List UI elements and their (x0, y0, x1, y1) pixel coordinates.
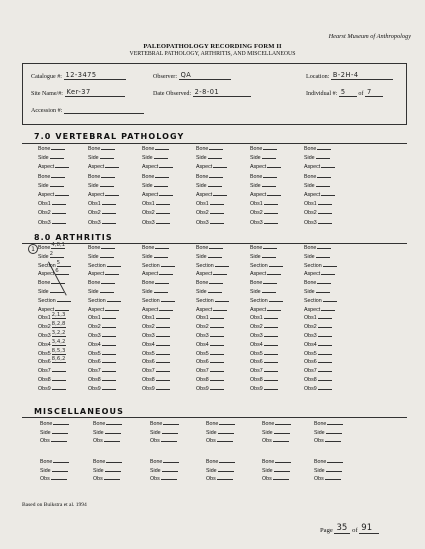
vertebral-field[interactable]: Aspect (304, 191, 335, 199)
misc-field[interactable]: Obs (262, 437, 289, 445)
arthritis-field[interactable]: Section (250, 262, 283, 270)
observer-field[interactable]: Observer: QA (153, 72, 231, 80)
arthritis-field[interactable]: Bone (304, 279, 331, 287)
arthritis-field[interactable]: Obs1 2,1,3 (38, 312, 66, 322)
misc-field[interactable]: Bone (93, 420, 122, 428)
vertebral-field[interactable]: Side (196, 182, 222, 190)
misc-field[interactable]: Obs (93, 475, 120, 483)
misc-field[interactable]: Bone (150, 420, 179, 428)
arthritis-field[interactable]: Section (142, 262, 175, 270)
arthritis-field[interactable]: Obs3 (196, 332, 224, 340)
location-value: B-2H-4 (332, 71, 359, 79)
handwritten-value: 8,2,8 (51, 321, 66, 328)
location-field[interactable]: Location: B-2H-4 (306, 72, 393, 80)
vertebral-field[interactable]: Bone (38, 173, 65, 181)
form-title: PALEOPATHOLOGY RECORDING FORM II (143, 43, 282, 50)
arthritis-field[interactable]: Obs6 (196, 358, 224, 366)
arthritis-field[interactable]: Obs5 (196, 350, 224, 358)
misc-field[interactable]: Bone (314, 420, 343, 428)
vertebral-field[interactable]: Aspect (250, 163, 281, 171)
arthritis-field[interactable]: Obs7 (88, 367, 116, 375)
handwritten-value: 8,6,2 (51, 356, 66, 363)
vertebral-field[interactable]: Aspect (250, 191, 281, 199)
arthritis-field[interactable]: Obs5 (250, 350, 278, 358)
arthritis-field[interactable]: Section (88, 262, 121, 270)
vertebral-field[interactable]: Side (304, 154, 330, 162)
misc-rule (22, 417, 407, 418)
arthritis-field[interactable]: Aspect (250, 306, 281, 314)
arthritis-field[interactable]: Obs4 (142, 341, 170, 349)
arthritis-field[interactable]: Obs5 (88, 350, 116, 358)
misc-field[interactable]: Bone (40, 458, 69, 466)
misc-field[interactable]: Side (314, 467, 342, 475)
vertebral-field[interactable]: Side (88, 154, 114, 162)
arthritis-field[interactable]: Obs7 (250, 367, 278, 375)
vertebral-field[interactable]: Obs3 (88, 219, 116, 227)
arthritis-field[interactable]: Obs6 8,6,2 (38, 356, 66, 366)
handwritten-value: 8,5,3 (51, 347, 66, 354)
misc-field[interactable]: Bone (93, 458, 122, 466)
arthritis-field[interactable]: Aspect (88, 306, 119, 314)
misc-field[interactable]: Bone (206, 420, 235, 428)
arthritis-field[interactable]: Bone (250, 244, 277, 252)
arthritis-field[interactable]: Bone (88, 244, 115, 252)
arthritis-field[interactable]: Section (304, 297, 337, 305)
misc-field[interactable]: Bone (262, 458, 291, 466)
vertebral-rule (22, 143, 407, 144)
vertebral-field[interactable]: Side (38, 154, 64, 162)
vertebral-field[interactable]: Aspect (196, 163, 227, 171)
handwritten-value: 5 (56, 259, 61, 266)
handwritten-value: 2 (49, 250, 54, 257)
arthritis-field[interactable]: Side (250, 253, 276, 261)
arthritis-field[interactable]: Side (196, 253, 222, 261)
vertebral-field[interactable]: Obs3 (142, 219, 170, 227)
arthritis-section-title: 8.0 ARTHRITIS (34, 233, 113, 242)
arthritis-field[interactable]: Obs3 (142, 332, 170, 340)
misc-field[interactable]: Side (206, 429, 234, 437)
misc-field[interactable]: Side (93, 467, 121, 475)
arthritis-field[interactable]: Bone (142, 279, 169, 287)
arthritis-field[interactable]: Side (196, 288, 222, 296)
misc-field[interactable]: Side (93, 429, 121, 437)
vertebral-field[interactable]: Obs2 (250, 209, 278, 217)
page-total: 91 (361, 523, 373, 533)
arthritis-field[interactable]: Obs3 (250, 332, 278, 340)
misc-section-title: MISCELLANEOUS (34, 407, 124, 416)
arthritis-field[interactable]: Bone (88, 279, 115, 287)
form-subtitle: VERTEBRAL PATHOLOGY, ARTHRITIS, AND MISCELLANEOUS (129, 51, 296, 57)
arthritis-field[interactable]: Obs5 (304, 350, 332, 358)
vertebral-field[interactable]: Obs1 (88, 200, 116, 208)
arthritis-field[interactable]: Obs6 (142, 358, 170, 366)
vertebral-field[interactable]: Bone (250, 173, 277, 181)
arthritis-field[interactable]: Obs3 3,2,2 (38, 330, 66, 339)
arthritis-field[interactable]: Obs1 (250, 314, 278, 322)
arthritis-field[interactable]: Bone (250, 279, 277, 287)
vertebral-field[interactable]: Bone (142, 145, 169, 153)
arthritis-field[interactable]: Bone (196, 244, 223, 252)
vertebral-field[interactable]: Bone (142, 173, 169, 181)
arthritis-field[interactable]: Obs6 (88, 358, 116, 366)
vertebral-field[interactable]: Obs1 (38, 200, 66, 208)
arthritis-field[interactable]: Aspect (304, 306, 335, 314)
vertebral-field[interactable]: Bone (38, 145, 65, 153)
arthritis-field[interactable]: Obs6 (304, 358, 332, 366)
arthritis-field[interactable]: Obs8 (88, 376, 116, 384)
misc-field[interactable]: Side (262, 467, 290, 475)
arthritis-field[interactable]: Section 5 (38, 262, 71, 270)
arthritis-field[interactable]: Obs3 (88, 332, 116, 340)
arthritis-field[interactable]: Side (88, 288, 114, 296)
vertebral-field[interactable]: Obs2 (142, 209, 170, 217)
individual-value: 5 (340, 88, 346, 96)
vertebral-field[interactable]: Bone (196, 173, 223, 181)
arthritis-field[interactable]: Side 2 (38, 253, 64, 261)
misc-field[interactable]: Obs (262, 475, 289, 483)
arthritis-field[interactable]: Aspect (38, 306, 69, 314)
arthritis-field[interactable]: Section (38, 297, 71, 305)
handwritten-value: 3,4,2 (51, 338, 66, 345)
arthritis-field[interactable]: Side (142, 253, 168, 261)
arthritis-field[interactable]: Section (250, 297, 283, 305)
arthritis-field[interactable]: Side (304, 253, 330, 261)
page-value: 35 (336, 523, 348, 533)
misc-field[interactable]: Bone (40, 420, 69, 428)
vertebral-field[interactable]: Aspect (304, 163, 335, 171)
page-number: Page 35 of 91 (320, 524, 379, 534)
arthritis-field[interactable]: Obs4 (250, 341, 278, 349)
arthritis-field[interactable]: Obs9 (38, 385, 66, 393)
vertebral-field[interactable]: Aspect (38, 191, 69, 199)
arthritis-field[interactable]: Obs8 (250, 376, 278, 384)
vertebral-field[interactable]: Obs2 (196, 209, 224, 217)
arthritis-field[interactable]: Obs8 (196, 376, 224, 384)
museum-name: Hearst Museum of Anthropology (328, 33, 411, 40)
arthritis-field[interactable]: Aspect (196, 306, 227, 314)
arthritis-field[interactable]: Obs1 (142, 314, 170, 322)
vertebral-field[interactable]: Obs1 (142, 200, 170, 208)
vertebral-field[interactable]: Side (304, 182, 330, 190)
arthritis-field[interactable]: Obs4 3,4,2 (38, 338, 66, 348)
site-field[interactable]: Site Name/#: Ker-37 (31, 89, 125, 97)
arthritis-field[interactable]: Section (196, 297, 229, 305)
arthritis-field[interactable]: Aspect (142, 306, 173, 314)
arthritis-field[interactable]: Obs5 8,5,3 (38, 347, 66, 357)
arthritis-field[interactable]: Obs4 (196, 341, 224, 349)
misc-field[interactable]: Side (206, 467, 234, 475)
arthritis-field[interactable]: Section (304, 262, 337, 270)
arthritis-field[interactable]: Obs2 8,2,8 (38, 321, 66, 331)
observer-value: QA (180, 71, 192, 79)
arthritis-field[interactable]: Obs2 (250, 323, 278, 331)
misc-field[interactable]: Side (150, 467, 178, 475)
misc-field[interactable]: Obs (150, 437, 177, 445)
vertebral-field[interactable]: Bone (304, 145, 331, 153)
accession-field[interactable]: Accession #: (31, 106, 144, 114)
vertebral-field[interactable]: Bone (88, 145, 115, 153)
handwritten-value: 6 (55, 268, 59, 275)
arthritis-field[interactable]: Obs2 (196, 323, 224, 331)
arthritis-field[interactable]: Obs9 (142, 385, 170, 393)
misc-field[interactable]: Side (262, 429, 290, 437)
arthritis-field[interactable]: Obs7 (196, 367, 224, 375)
arthritis-field[interactable]: Bone (142, 244, 169, 252)
arthritis-field[interactable]: Aspect (196, 270, 227, 278)
vertebral-field[interactable]: Aspect (88, 163, 119, 171)
misc-field[interactable]: Obs (206, 475, 233, 483)
arthritis-field[interactable]: Side (250, 288, 276, 296)
date-field[interactable]: Date Observed: 2-8-01 (153, 89, 251, 97)
handwritten-value: 4,8,1 (51, 242, 66, 248)
vertebral-field[interactable]: Bone (304, 173, 331, 181)
vertebral-field[interactable]: Obs2 (88, 209, 116, 217)
misc-field[interactable]: Obs (40, 475, 67, 483)
arthritis-field[interactable]: Obs9 (250, 385, 278, 393)
vertebral-field[interactable]: Side (142, 182, 168, 190)
arthritis-field[interactable]: Obs4 (88, 341, 116, 349)
arthritis-field[interactable]: Section (196, 262, 229, 270)
vertebral-field[interactable]: Aspect (38, 163, 69, 171)
arthritis-field[interactable]: Aspect 6 (38, 270, 69, 278)
date-value: 2-8-01 (194, 88, 220, 96)
misc-field[interactable]: Bone (206, 458, 235, 466)
vertebral-field[interactable]: Side (38, 182, 64, 190)
arthritis-field[interactable]: Side (142, 288, 168, 296)
arthritis-field[interactable]: Obs3 (304, 332, 332, 340)
vertebral-field[interactable]: Obs1 (304, 200, 332, 208)
individual-total: 7 (366, 88, 372, 96)
vertebral-field[interactable]: Side (88, 182, 114, 190)
handwritten-value: 3,2,2 (51, 330, 66, 336)
arthritis-field[interactable]: Obs7 (142, 367, 170, 375)
handwritten-value: 2,1,3 (51, 312, 66, 319)
misc-field[interactable]: Obs (314, 475, 341, 483)
arthritis-field[interactable]: Side (38, 288, 64, 296)
arthritis-field[interactable]: Obs5 (142, 350, 170, 358)
arthritis-field[interactable]: Obs2 (304, 323, 332, 331)
vertebral-field[interactable]: Aspect (196, 191, 227, 199)
catalogue-value: 12-3475 (65, 71, 97, 79)
vertebral-field[interactable]: Obs3 (250, 219, 278, 227)
misc-field[interactable]: Obs (314, 437, 341, 445)
arthritis-field[interactable]: Obs8 (38, 376, 66, 384)
arthritis-field[interactable]: Obs7 (304, 367, 332, 375)
arthritis-field[interactable]: Obs4 (304, 341, 332, 349)
arthritis-field[interactable]: Aspect (88, 270, 119, 278)
arthritis-field[interactable]: Obs2 (88, 323, 116, 331)
arthritis-field[interactable]: Obs9 (88, 385, 116, 393)
arthritis-field[interactable]: Bone (304, 244, 331, 252)
arthritis-field[interactable]: Bone 4,8,1 (38, 242, 66, 251)
arthritis-field[interactable]: Bone (196, 279, 223, 287)
arthritis-field[interactable]: Section (88, 297, 121, 305)
arthritis-field[interactable]: Bone (38, 279, 65, 287)
misc-field[interactable]: Side (40, 429, 68, 437)
vertebral-field[interactable]: Aspect (142, 191, 173, 199)
vertebral-field[interactable]: Obs3 (196, 219, 224, 227)
misc-field[interactable]: Bone (150, 458, 179, 466)
vertebral-field[interactable]: Side (142, 154, 168, 162)
vertebral-field[interactable]: Side (250, 182, 276, 190)
arthritis-field[interactable]: Obs8 (304, 376, 332, 384)
misc-field[interactable]: Side (314, 429, 342, 437)
arthritis-field[interactable]: Aspect (250, 270, 281, 278)
arthritis-field[interactable]: Section (142, 297, 175, 305)
misc-field[interactable]: Obs (40, 437, 67, 445)
arthritis-field[interactable]: Obs1 (304, 314, 332, 322)
site-value: Ker-37 (66, 88, 91, 96)
misc-field[interactable]: Bone (314, 458, 343, 466)
vertebral-field[interactable]: Aspect (142, 163, 173, 171)
vertebral-field[interactable]: Side (250, 154, 276, 162)
vertebral-field[interactable]: Side (196, 154, 222, 162)
arthritis-field[interactable]: Obs1 (88, 314, 116, 322)
header-fields-box (22, 63, 407, 125)
misc-field[interactable]: Obs (206, 437, 233, 445)
vertebral-field[interactable]: Obs2 (38, 209, 66, 217)
catalogue-field[interactable]: Catalogue #: 12-3475 (31, 72, 126, 80)
circle-mark: 1 (28, 244, 38, 254)
misc-field[interactable]: Side (40, 467, 68, 475)
vertebral-field[interactable]: Obs2 (304, 209, 332, 217)
vertebral-field[interactable]: Aspect (88, 191, 119, 199)
arthritis-field[interactable]: Obs9 (304, 385, 332, 393)
arthritis-field[interactable]: Side (304, 288, 330, 296)
misc-field[interactable]: Obs (150, 475, 177, 483)
arthritis-field[interactable]: Obs1 (196, 314, 224, 322)
misc-field[interactable]: Side (150, 429, 178, 437)
vertebral-field[interactable]: Obs1 (196, 200, 224, 208)
arthritis-field[interactable]: Obs9 (196, 385, 224, 393)
arthritis-field[interactable]: Aspect (304, 270, 335, 278)
arthritis-field[interactable]: Obs6 (250, 358, 278, 366)
citation: Based on Buikstra et al. 1994 (22, 502, 87, 508)
arthritis-field[interactable]: Obs2 (142, 323, 170, 331)
vertebral-section-title: 7.0 VERTEBRAL PATHOLOGY (34, 132, 185, 141)
arthritis-field[interactable]: Side (88, 253, 114, 261)
vertebral-field[interactable]: Bone (196, 145, 223, 153)
vertebral-field[interactable]: Bone (88, 173, 115, 181)
vertebral-field[interactable]: Obs3 (304, 219, 332, 227)
vertebral-field[interactable]: Obs3 (38, 219, 66, 227)
arthritis-field[interactable]: Aspect (142, 270, 173, 278)
vertebral-field[interactable]: Bone (250, 145, 277, 153)
misc-field[interactable]: Obs (93, 437, 120, 445)
misc-field[interactable]: Bone (262, 420, 291, 428)
arthritis-field[interactable]: Obs7 (38, 367, 66, 375)
arthritis-field[interactable]: Obs8 (142, 376, 170, 384)
vertebral-field[interactable]: Obs1 (250, 200, 278, 208)
individual-field[interactable]: Individual #: 5 of 7 (306, 89, 383, 97)
